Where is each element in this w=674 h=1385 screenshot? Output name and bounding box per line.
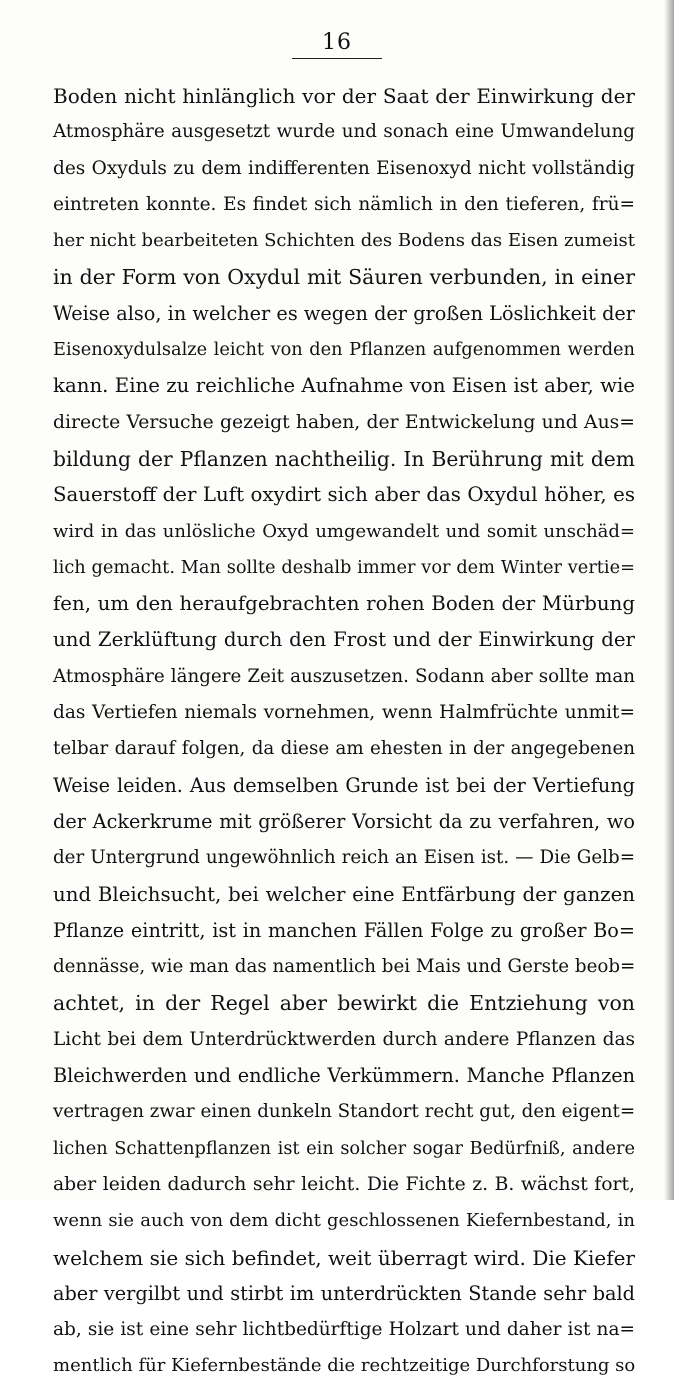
text-line: bildung der Pflanzen nachtheilig. In Berührung mit dem: [53, 446, 635, 471]
text-line: her nicht bearbeiteten Schichten des Bodens das Eisen zumeist: [53, 230, 635, 252]
text-line: ab, sie ist eine sehr lichtbedürftige Holzart und daher ist na=: [53, 1319, 635, 1341]
text-line: Licht bei dem Unterdrücktwerden durch andere Pflanzen das: [53, 1028, 635, 1050]
text-line: directe Versuche gezeigt haben, der Entwickelung und Aus=: [53, 411, 635, 433]
text-line: lichen Schattenpflanzen ist ein solcher sogar Bedürfniß, andere: [53, 1138, 635, 1159]
text-line: des Oxyduls zu dem indifferenten Eisenoxyd nicht vollständig: [53, 157, 635, 179]
text-line: dennässe, wie man das namentlich bei Mais und Gerste beob=: [53, 956, 636, 978]
page-number: 16: [322, 30, 352, 55]
text-line: in der Form von Oxydul mit Säuren verbunden, in einer: [53, 265, 635, 290]
text-line: Atmosphäre ausgesetzt wurde und sonach eine Umwandelung: [53, 121, 635, 143]
text-line: wird in das unlösliche Oxyd umgewandelt und somit unschäd=: [53, 520, 635, 542]
text-line: das Vertiefen niemals vornehmen, wenn Halmfrüchte unmit=: [53, 702, 635, 724]
page-edge-shadow: [664, 0, 674, 1200]
text-line: achtet, in der Regel aber bewirkt die Entziehung von: [53, 991, 635, 1016]
text-line: eintreten konnte. Es findet sich nämlich in den tieferen, frü=: [53, 193, 635, 215]
header-rule: [292, 58, 382, 59]
text-line: aber vergilbt und stirbt im unterdrückten Stande sehr bald: [53, 1281, 635, 1305]
text-line: Atmosphäre längere Zeit auszusetzen. Sodann aber sollte man: [53, 665, 635, 687]
text-line: vertragen zwar einen dunkeln Standort recht gut, den eigent=: [53, 1101, 636, 1123]
text-line: Eisenoxydulsalze leicht von den Pflanzen aufgenommen werden: [53, 340, 635, 361]
text-line: mentlich für Kiefernbestände die rechtzeitige Durchforstung so: [53, 1355, 636, 1377]
text-line: und Bleichsucht, bei welcher eine Entfärbung der ganzen: [53, 882, 635, 906]
text-line: fen, um den heraufgebrachten rohen Boden der Mürbung: [53, 592, 635, 616]
text-line: Sauerstoff der Luft oxydirt sich aber das Oxydul höher, es: [53, 483, 635, 507]
text-line: Bleichwerden und endliche Verkümmern. Manche Pflanzen: [53, 1064, 635, 1088]
text-line: welchem sie sich befindet, weit überragt wird. Die Kiefer: [53, 1245, 635, 1270]
text-line: der Ackerkrume mit größerer Vorsicht da zu verfahren, wo: [53, 809, 635, 833]
text-line: aber leiden dadurch sehr leicht. Die Fichte z. B. wächst fort,: [53, 1173, 635, 1195]
text-line: Weise leiden. Aus demselben Grunde ist bei der Vertiefung: [53, 773, 635, 797]
text-line: der Untergrund ungewöhnlich reich an Eisen ist. — Die Gelb=: [53, 847, 635, 869]
text-line: Weise also, in welcher es wegen der großen Löslichkeit der: [53, 301, 635, 325]
text-line: telbar darauf folgen, da diese am ehesten in der angegebenen: [53, 738, 635, 760]
text-line: Pflanze eintritt, ist in manchen Fällen Folge zu großer Bo=: [53, 918, 635, 942]
text-line: kann. Eine zu reichliche Aufnahme von Eisen ist aber, wie: [53, 374, 635, 398]
text-line: lich gemacht. Man sollte deshalb immer vor dem Winter vertie=: [53, 557, 635, 578]
text-line: und Zerklüftung durch den Frost und der Einwirkung der: [53, 628, 635, 652]
text-line: wenn sie auch von dem dicht geschlossenen Kiefernbestand, in: [53, 1210, 635, 1232]
text-line: Boden nicht hinlänglich vor der Saat der Einwirkung der: [53, 84, 635, 108]
body-text: [53, 78, 635, 1385]
